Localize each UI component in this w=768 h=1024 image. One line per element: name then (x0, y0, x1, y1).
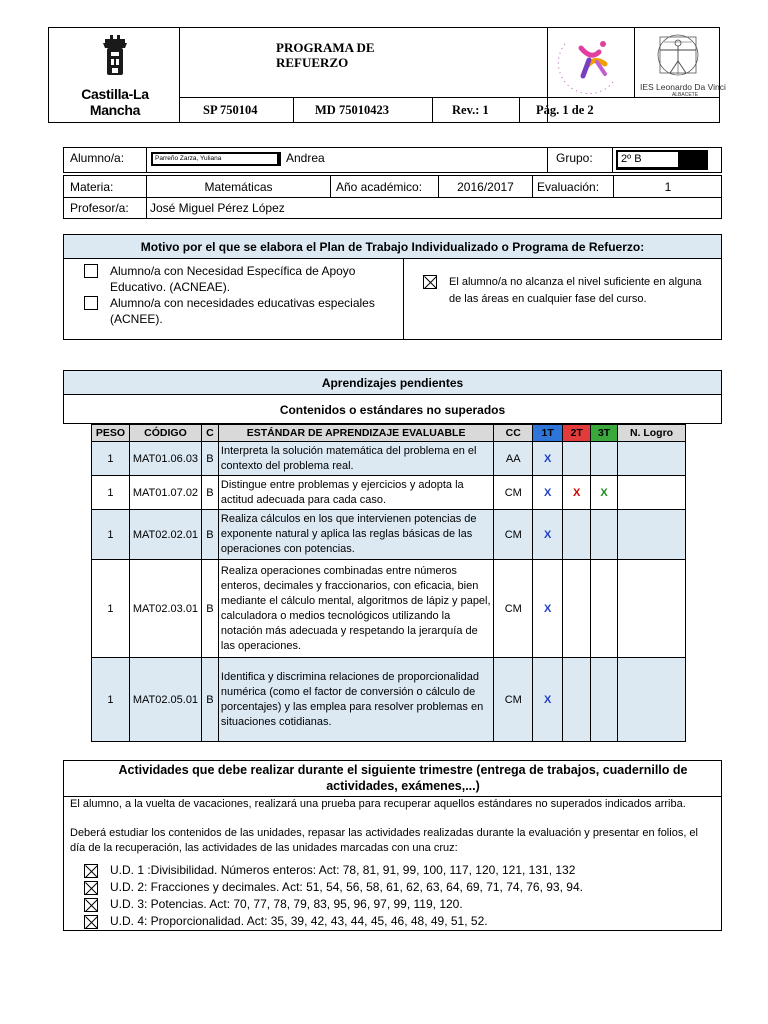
cell-codigo: MAT01.07.02 (129, 476, 201, 510)
unit-1-label: U.D. 1 :Divisibilidad. Números enteros: Act: 78, 81, 91, 99, 100, 117, 120, 121, 131, 132 (110, 863, 576, 877)
cell-2t (563, 560, 591, 658)
cell-2t (563, 510, 591, 560)
cell-peso: 1 (92, 510, 130, 560)
cell-codigo: MAT01.06.03 (129, 442, 201, 476)
acneae-checkbox[interactable] (84, 264, 98, 278)
alumno-redacted-text: Parreño Zarza, Yuliana (153, 154, 277, 164)
cell-cc: CM (494, 560, 533, 658)
school-logo (640, 31, 726, 98)
hdr-sep-3 (519, 97, 520, 123)
grupo-label: Grupo: (556, 151, 593, 165)
grupo-value: 2º B (618, 152, 678, 167)
table-row (92, 560, 686, 658)
cell-2t: X (563, 476, 591, 510)
alumno-label: Alumno/a: (70, 151, 125, 165)
cell-estandar: Realiza operaciones combinadas entre números enteros, decimales y fraccionarios, con eficacia, bien mediante el cálculo mental, algoritmos de lápiz y papel, calculadora o medios tecnológicos utilizando la notación más adecuada y respetando la jerarquía de las operaciones. (218, 560, 493, 658)
header-divider-left (179, 27, 180, 123)
unit-4-checkbox-checked[interactable] (84, 915, 98, 929)
cell-logro (618, 560, 686, 658)
motivo-divider (403, 259, 404, 340)
header-divider-horizontal (179, 97, 720, 98)
cell-1t: X (533, 442, 563, 476)
cell-logro (618, 510, 686, 560)
cell-estandar: Realiza cálculos en los que intervienen potencias de exponente natural y aplica las reglas básicas de las operaciones con potencias. (218, 510, 493, 560)
anio-label: Año académico: (336, 179, 423, 194)
aprendizajes-title: Aprendizajes pendientes (64, 371, 721, 395)
cell-2t (563, 442, 591, 476)
cell-c: B (201, 510, 218, 560)
row2-sep-d (532, 175, 533, 198)
alumno-name: Andrea (286, 151, 325, 165)
cell-1t: X (533, 476, 563, 510)
md-code: MD 75010423 (315, 103, 389, 117)
cell-logro (618, 658, 686, 742)
table-row (92, 476, 686, 510)
clm-logo (55, 35, 175, 118)
unit-1-checkbox-checked[interactable] (84, 864, 98, 878)
col-cc: CC (494, 425, 533, 442)
profesor-label: Profesor/a: (70, 201, 129, 215)
aprendizajes-subtitle: Contenidos o estándares no superados (279, 402, 506, 417)
actividades-p1: El alumno, a la vuelta de vacaciones, realizará una prueba para recuperar aquellos estándares no superados indicados arriba. (70, 798, 686, 810)
col-logro: N. Logro (618, 425, 686, 442)
anio-value: 2016/2017 (457, 179, 514, 194)
cell-3t: X (591, 476, 618, 510)
table-row (92, 658, 686, 742)
cell-1t: X (533, 560, 563, 658)
cell-1t: X (533, 658, 563, 742)
materia-label: Materia: (70, 179, 114, 194)
eval-value: 1 (664, 179, 672, 194)
table-row (92, 510, 686, 560)
table-row (92, 442, 686, 476)
cell-3t (591, 510, 618, 560)
motivo-option-nivel[interactable] (423, 274, 713, 308)
motivo-title: Motivo por el que se elabora el Plan de Trabajo Individualizado o Programa de Refuerzo: (64, 235, 721, 259)
page-number: Pág. 1 de 2 (536, 103, 594, 117)
materia-value: Matemáticas (204, 179, 273, 194)
actividades-p2: Deberá estudiar los contenidos de las unidades, repasar las actividades realizadas durante la evaluación y presentar en folios, el día de la recuperación, las actividades de las unidades marcadas con una cruz: (70, 827, 698, 854)
cell-2t (563, 658, 591, 742)
cell-codigo: MAT02.05.01 (129, 658, 201, 742)
col-2t: 2T (563, 425, 591, 442)
cell-c: B (201, 560, 218, 658)
table-header-row (92, 425, 686, 442)
acnee-checkbox[interactable] (84, 296, 98, 310)
hdr-sep-2 (432, 97, 433, 123)
cell-logro (618, 476, 686, 510)
cell-cc: CM (494, 510, 533, 560)
cell-3t (591, 658, 618, 742)
motivo-option-acnee[interactable] (84, 295, 394, 327)
standards-table (91, 424, 686, 742)
acnee-label: Alumno/a con necesidades educativas especiales (ACNEE). (110, 296, 375, 326)
eval-label: Evaluación: (537, 179, 600, 194)
cell-codigo: MAT02.03.01 (129, 560, 201, 658)
col-1t: 1T (533, 425, 563, 442)
unit-item[interactable] (84, 862, 714, 879)
cell-3t (591, 560, 618, 658)
educa-logo-text (551, 30, 552, 31)
col-estandar: ESTÁNDAR DE APRENDIZAJE EVALUABLE (218, 425, 493, 442)
cell-c: B (201, 476, 218, 510)
school-name: IES Leonardo Da Vinci (640, 82, 726, 92)
clm-logo-text: Castilla-La Mancha (81, 86, 149, 118)
cell-c: B (201, 442, 218, 476)
unit-4-label: U.D. 4: Proporcionalidad. Act: 35, 39, 42, 43, 44, 45, 46, 48, 49, 51, 52. (110, 914, 488, 928)
cell-peso: 1 (92, 476, 130, 510)
clm-coat-of-arms-icon (55, 35, 175, 79)
school-city: ALBACETE (671, 92, 699, 98)
col-c: C (201, 425, 218, 442)
grupo-redaction (616, 150, 708, 170)
cell-estandar: Identifica y discrimina relaciones de proporcionalidad numérica (como el factor de conversión o cálculo de porcentajes) y las emplea para resolver problemas en situaciones cotidianas. (218, 658, 493, 742)
cell-logro (618, 442, 686, 476)
cell-3t (591, 442, 618, 476)
row2-sep-b (330, 175, 331, 198)
cell-peso: 1 (92, 658, 130, 742)
revision: Rev.: 1 (452, 103, 489, 117)
educa-clm-logo-icon (551, 30, 631, 94)
profesor-value: José Miguel Pérez López (150, 201, 285, 215)
nivel-label: El alumno/a no alcanza el nivel suficiente en alguna de las áreas en cualquier fase del curso. (449, 276, 702, 305)
document-title: PROGRAMA DE REFUERZO (276, 40, 375, 70)
cell-1t: X (533, 510, 563, 560)
unit-2-label: U.D. 2: Fracciones y decimales. Act: 51, 54, 56, 58, 61, 62, 63, 64, 69, 71, 74, 76, 93, 94. (110, 880, 583, 894)
hdr-sep-1 (293, 97, 294, 123)
cell-codigo: MAT02.02.01 (129, 510, 201, 560)
col-peso: PESO (92, 425, 130, 442)
cell-peso: 1 (92, 442, 130, 476)
row1-sep-b (547, 147, 548, 173)
row1-sep-a (146, 147, 147, 173)
unit-item[interactable] (84, 879, 714, 896)
cell-estandar: Distingue entre problemas y ejercicios y adopta la actitud adecuada para cada caso. (218, 476, 493, 510)
educa-logo (551, 30, 631, 94)
alumno-redaction (151, 152, 281, 166)
acneae-label: Alumno/a con Necesidad Específica de Apoyo Educativo. (ACNEAE). (110, 264, 356, 294)
cell-cc: AA (494, 442, 533, 476)
cell-c: B (201, 658, 218, 742)
header-divider-right (634, 27, 635, 98)
cell-estandar: Interpreta la solución matemática del problema en el contexto del problema real. (218, 442, 493, 476)
motivo-option-acneae[interactable] (84, 263, 394, 295)
vitruvian-man-icon (640, 31, 716, 79)
actividades-title (88, 762, 718, 794)
unit-3-label: U.D. 3: Potencias. Act: 70, 77, 78, 79, 83, 95, 96, 97, 99, 119, 120. (110, 897, 463, 911)
cell-cc: CM (494, 476, 533, 510)
col-3t: 3T (591, 425, 618, 442)
actividades-title-bold: Actividades que debe realizar durante el siguiente trimestre (118, 763, 473, 777)
sp-code: SP 750104 (203, 103, 258, 117)
cell-peso: 1 (92, 560, 130, 658)
nivel-checkbox-checked[interactable] (423, 275, 437, 289)
unit-item[interactable] (84, 913, 714, 930)
col-codigo: CÓDIGO (129, 425, 201, 442)
unit-item[interactable] (84, 896, 714, 913)
unit-3-checkbox-checked[interactable] (84, 898, 98, 912)
row1-sep-c (612, 147, 613, 173)
unit-2-checkbox-checked[interactable] (84, 881, 98, 895)
row3-sep-a (146, 197, 147, 219)
cell-cc: CM (494, 658, 533, 742)
actividades-title-rest: (entrega de trabajos, cuadernillo de actividades, exámenes,...) (326, 763, 688, 793)
